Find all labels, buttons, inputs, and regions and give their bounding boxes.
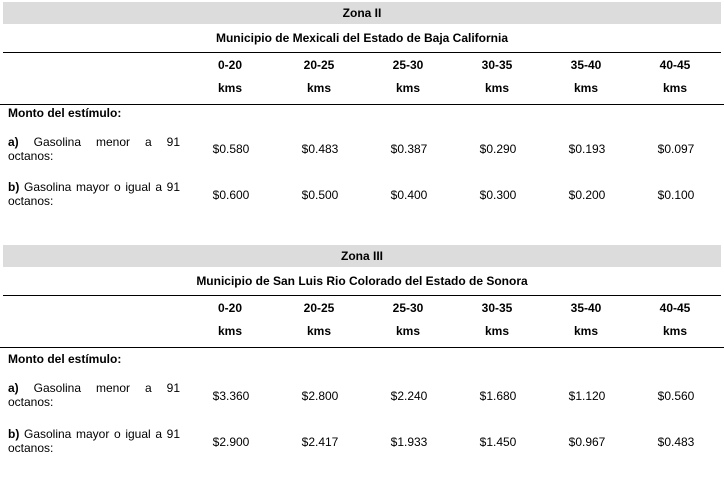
table-cell: $2.240: [390, 389, 428, 403]
range-label: 25-30: [392, 301, 424, 315]
table-cell: $0.300: [479, 188, 517, 202]
range-label: 0-20: [217, 301, 243, 315]
table-cell: $0.580: [212, 142, 250, 156]
unit-label: kms: [573, 81, 599, 95]
table-cell: $0.100: [657, 188, 695, 202]
table-cell: $0.200: [568, 188, 606, 202]
range-label: 20-25: [303, 301, 335, 315]
table-cell: $0.600: [212, 188, 250, 202]
range-label: 40-45: [659, 301, 691, 315]
table-cell: $0.483: [301, 142, 339, 156]
range-label: 40-45: [659, 58, 691, 72]
unit-label: kms: [306, 81, 332, 95]
amount-header: Monto del estímulo:: [8, 352, 122, 366]
table-cell: $0.097: [657, 142, 695, 156]
unit-label: kms: [662, 324, 688, 338]
item-label: [8, 381, 180, 409]
table-cell: $0.967: [568, 435, 606, 449]
range-label: 35-40: [570, 301, 602, 315]
item-text: Gasolina mayor o igual a 91: [23, 180, 180, 194]
range-label: 30-35: [481, 58, 513, 72]
table-cell: $1.120: [568, 389, 606, 403]
table-cell: $1.680: [479, 389, 517, 403]
item-text-cont: octanos:: [8, 194, 54, 208]
table-cell: $2.417: [301, 435, 339, 449]
table-cell: $0.387: [390, 142, 428, 156]
unit-label: kms: [217, 324, 243, 338]
table-cell: $1.450: [479, 435, 517, 449]
unit-label: kms: [217, 81, 243, 95]
unit-label: kms: [484, 324, 510, 338]
municipality-title: Municipio de San Luis Rio Colorado del Estado de Sonora: [3, 267, 721, 296]
range-label: 30-35: [481, 301, 513, 315]
table-cell: $0.400: [390, 188, 428, 202]
unit-label: kms: [484, 81, 510, 95]
item-label: [8, 135, 180, 163]
item-text: Gasolina menor a 91: [33, 135, 180, 149]
item-text: Gasolina menor a 91: [33, 381, 180, 395]
item-text: Gasolina mayor o igual a 91: [23, 427, 180, 441]
range-label: 0-20: [217, 58, 243, 72]
unit-label: kms: [395, 81, 421, 95]
table-cell: $0.560: [657, 389, 695, 403]
table-cell: $2.900: [212, 435, 250, 449]
unit-label: kms: [306, 324, 332, 338]
item-prefix: b): [8, 427, 20, 441]
unit-label: kms: [395, 324, 421, 338]
item-prefix: a): [8, 135, 19, 149]
table-cell: $0.500: [301, 188, 339, 202]
zone-title: Zona III: [3, 245, 721, 267]
range-label: 20-25: [303, 58, 335, 72]
item-label: [8, 427, 180, 455]
range-label: 25-30: [392, 58, 424, 72]
municipality-title: Municipio de Mexicali del Estado de Baja California: [3, 24, 721, 53]
item-prefix: b): [8, 180, 20, 194]
range-header-row: [0, 52, 724, 105]
unit-label: kms: [573, 324, 599, 338]
table-cell: $1.933: [390, 435, 428, 449]
item-text-cont: octanos:: [8, 441, 54, 455]
item-text-cont: octanos:: [8, 395, 54, 409]
range-header-row: [0, 295, 724, 348]
table-cell: $3.360: [212, 389, 250, 403]
amount-header: Monto del estímulo:: [8, 106, 122, 120]
table-cell: $0.483: [657, 435, 695, 449]
table-cell: $0.193: [568, 142, 606, 156]
table-cell: $2.800: [301, 389, 339, 403]
item-prefix: a): [8, 381, 19, 395]
unit-label: kms: [662, 81, 688, 95]
range-label: 35-40: [570, 58, 602, 72]
table-cell: $0.290: [479, 142, 517, 156]
item-label: [8, 180, 180, 208]
zone-title: Zona II: [3, 2, 721, 24]
item-text-cont: octanos:: [8, 149, 54, 163]
